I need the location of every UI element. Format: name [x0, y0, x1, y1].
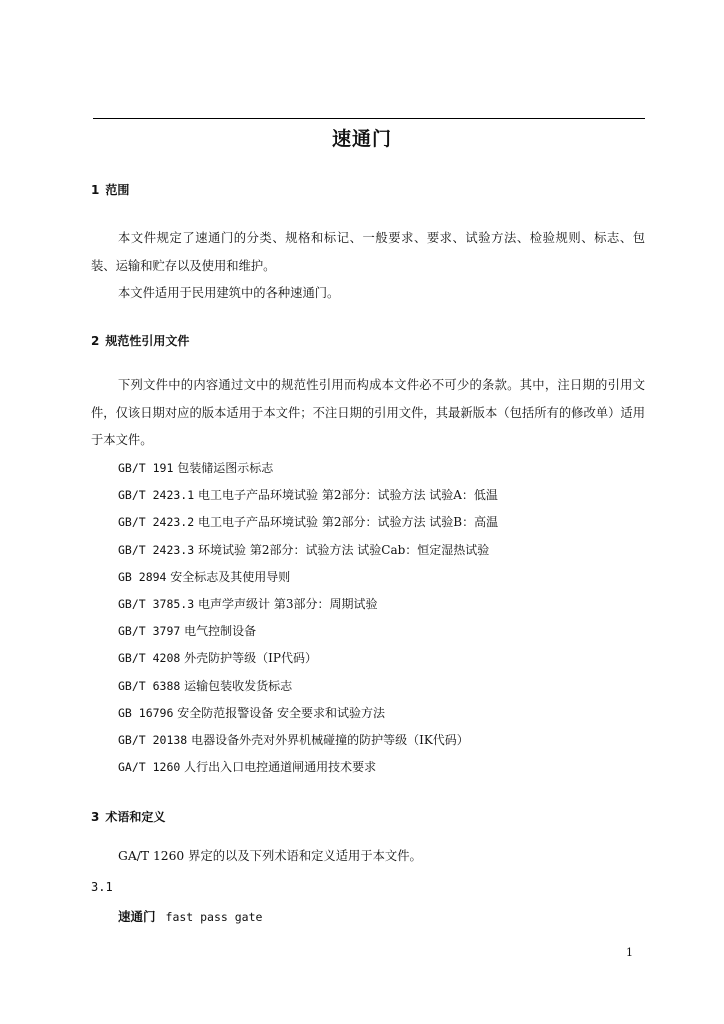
- list-item: [118, 645, 498, 672]
- terms-intro-paragraph: GA/T 1260 界定的以及下列术语和定义适用于本文件。: [118, 849, 422, 863]
- section-title: 规范性引用文件: [105, 334, 190, 348]
- reference-code: GB 2894: [118, 569, 167, 584]
- reference-code: GB/T 2423.2: [118, 515, 195, 530]
- reference-list: [118, 455, 498, 781]
- term-number: 3.1: [91, 880, 113, 894]
- list-item: [118, 509, 498, 536]
- list-item: [118, 754, 498, 781]
- section-3-heading: [91, 808, 165, 825]
- reference-code: GB/T 4208: [118, 651, 181, 666]
- section-title: 术语和定义: [105, 810, 166, 824]
- section-number: 1: [91, 183, 100, 197]
- list-item: [118, 591, 498, 618]
- reference-title: 电工电子产品环境试验 第2部分：试验方法 试验B：高温: [198, 515, 499, 530]
- list-item: [118, 537, 498, 564]
- reference-code: GB/T 3797: [118, 624, 181, 639]
- term-name-english: fast pass gate: [165, 910, 263, 924]
- document-title: 速通门: [331, 128, 392, 150]
- list-item: [118, 564, 498, 591]
- section-title: 范围: [105, 183, 130, 197]
- list-item: [118, 618, 498, 645]
- reference-title: 安全防范报警设备 安全要求和试验方法: [177, 705, 386, 720]
- reference-code: GB/T 3785.3: [118, 596, 195, 611]
- reference-title: 环境试验 第2部分：试验方法 试验Cab：恒定湿热试验: [198, 542, 490, 557]
- term-name-chinese: 速通门: [118, 909, 156, 924]
- reference-code: GB/T 2423.3: [118, 542, 195, 557]
- page-number: 1: [626, 946, 633, 959]
- reference-title: 运输包装收发货标志: [184, 678, 293, 693]
- reference-code: GB 16796: [118, 705, 174, 720]
- list-item: [118, 700, 498, 727]
- section-number: 2: [91, 334, 100, 348]
- section-number: 3: [91, 810, 100, 824]
- reference-code: GB/T 191: [118, 461, 174, 475]
- section-1-heading: [91, 181, 129, 198]
- list-item: [118, 455, 498, 482]
- list-item: [118, 673, 498, 700]
- scope-paragraph-2: 本文件适用于民用建筑中的各种速通门。: [118, 286, 340, 300]
- reference-title: 包装储运图示标志: [177, 461, 274, 475]
- reference-code: GB/T 2423.1: [118, 488, 195, 503]
- reference-code: GB/T 20138: [118, 732, 188, 747]
- normative-references-intro: 下列文件中的内容通过文中的规范性引用而构成本文件必不可少的条款。其中，注日期的引用文件，仅该日期对应的版本适用于本文件；不注日期的引用文件，其最新版本（包括所有的修改单）适用于本文件。: [91, 378, 645, 447]
- list-item: [118, 727, 498, 754]
- reference-code: GB/T 6388: [118, 678, 181, 693]
- reference-title: 外壳防护等级（IP代码）: [184, 651, 317, 666]
- scope-paragraph-1: 本文件规定了速通门的分类、规格和标记、一般要求、要求、试验方法、检验规则、标志、包装、运输和贮存以及使用和维护。: [91, 231, 645, 273]
- reference-title: 电气控制设备: [184, 624, 257, 639]
- section-2-heading: [91, 332, 189, 349]
- reference-title: 安全标志及其使用导则: [170, 569, 291, 584]
- reference-code: GA/T 1260: [118, 760, 181, 775]
- list-item: [118, 482, 498, 509]
- header-rule: [93, 118, 645, 119]
- reference-title: 电器设备外壳对外界机械碰撞的防护等级（IK代码）: [191, 732, 469, 747]
- reference-title: 人行出入口电控通道闸通用技术要求: [184, 760, 377, 775]
- term-entry: [118, 906, 262, 925]
- reference-title: 电声学声级计 第3部分：周期试验: [198, 596, 378, 611]
- reference-title: 电工电子产品环境试验 第2部分：试验方法 试验A：低温: [198, 488, 498, 503]
